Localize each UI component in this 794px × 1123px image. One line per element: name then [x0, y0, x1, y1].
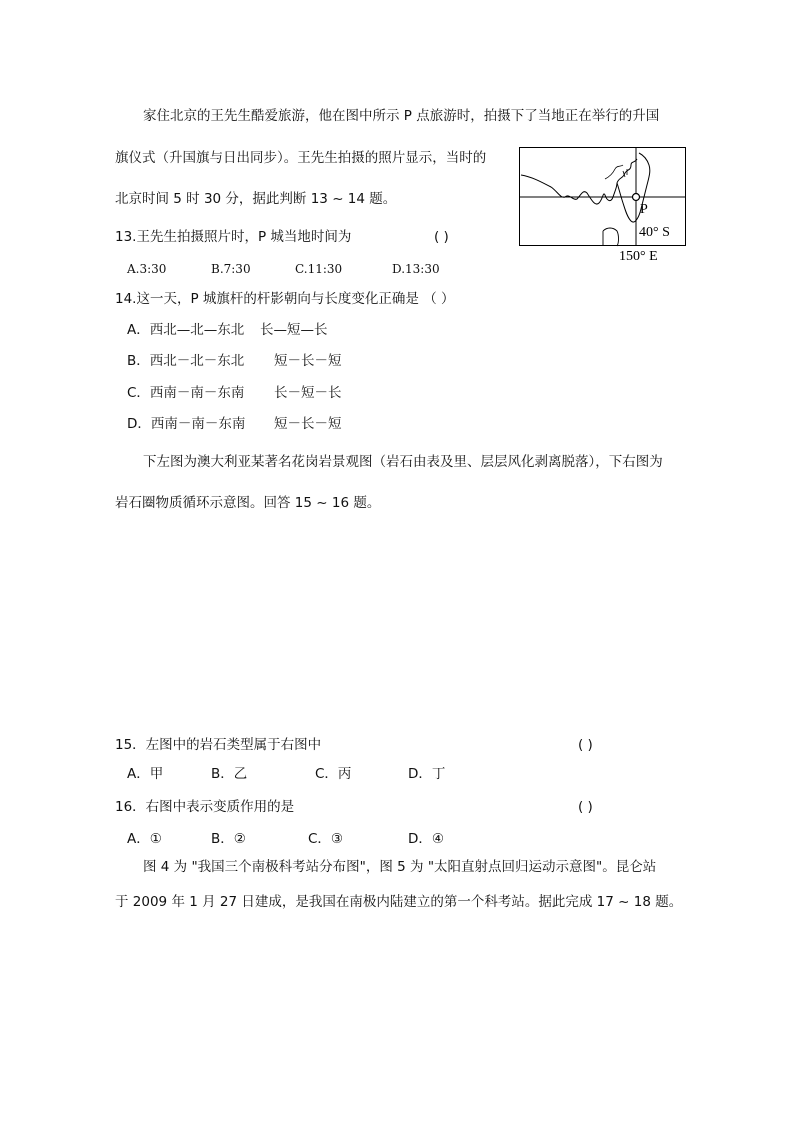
- intro3-line1: 图 4 为 "我国三个南极科考站分布图"，图 5 为 "太阳直射点回归运动示意图"。昆仑站: [143, 859, 657, 875]
- intro3-line2: 于 2009 年 1 月 27 日建成，是我国在南极内陆建立的第一个科考站。据此完成 17 ~ 18 题。: [115, 894, 683, 910]
- q16-option-c: C．③: [308, 831, 344, 847]
- longitude-label: 150° E: [619, 249, 658, 264]
- q14-option-b-label: B．西北－北－东北: [127, 353, 245, 369]
- point-p-marker: [633, 194, 640, 201]
- q13-option-a: A.3:30: [127, 262, 167, 276]
- latitude-label: 40° S: [639, 225, 670, 240]
- q14-option-c-label: C．西南－南－东南: [127, 385, 245, 401]
- q14-option-b-value: 短－长－短: [274, 353, 342, 369]
- q16-stem: 16．右图中表示变质作用的是: [115, 799, 295, 815]
- intro2-line2: 岩石圈物质循环示意图。回答 15 ~ 16 题。: [115, 495, 381, 511]
- map-figure: [519, 147, 687, 247]
- intro2-line1: 下左图为澳大利亚某著名花岗岩景观图（岩石由表及里、层层风化剥离脱落），下右图为: [143, 454, 663, 470]
- q15-option-d: D．丁: [408, 766, 446, 782]
- q13-stem: 13.王先生拍摄照片时，P 城当地时间为: [115, 229, 352, 245]
- river: [605, 165, 623, 179]
- q15-option-c: C．丙: [315, 766, 352, 782]
- q14-stem: 14.这一天，P 城旗杆的杆影朝向与长度变化正确是 （ ）: [115, 291, 455, 307]
- q15-stem: 15．左图中的岩石类型属于右图中: [115, 737, 322, 753]
- q14-option-a-value: 长—短—长: [260, 322, 328, 338]
- q14-option-c-value: 长－短－长: [274, 385, 342, 401]
- q14-option-d-value: 短－长－短: [274, 416, 342, 432]
- q13-option-b: B.7:30: [211, 262, 251, 276]
- q16-option-d: D．④: [408, 831, 444, 847]
- q14-option-a-label: A．西北—北—东北: [127, 322, 245, 338]
- intro1-line2: 旗仪式（升国旗与日出同步）。王先生拍摄的照片显示，当时的: [115, 150, 487, 166]
- island: [603, 228, 619, 246]
- q16-option-b: B．②: [211, 831, 246, 847]
- q15-option-a: A．甲: [127, 766, 164, 782]
- q14-option-d-label: D．西南－南－东南: [127, 416, 246, 432]
- q15-answer-paren: ( ): [578, 737, 593, 753]
- q13-answer-paren: ( ): [434, 229, 449, 245]
- q13-option-d: D.13:30: [392, 262, 440, 276]
- point-p-label: P: [640, 202, 648, 217]
- intro1-line1: 家住北京的王先生酷爱旅游，他在图中所示 P 点旅游时，拍摄下了当地正在举行的升国: [143, 108, 660, 124]
- q16-answer-paren: ( ): [578, 799, 593, 815]
- q13-option-c: C.11:30: [295, 262, 343, 276]
- q15-option-b: B．乙: [211, 766, 248, 782]
- q16-option-a: A．①: [127, 831, 162, 847]
- intro1-line3: 北京时间 5 时 30 分，据此判断 13 ~ 14 题。: [115, 191, 397, 207]
